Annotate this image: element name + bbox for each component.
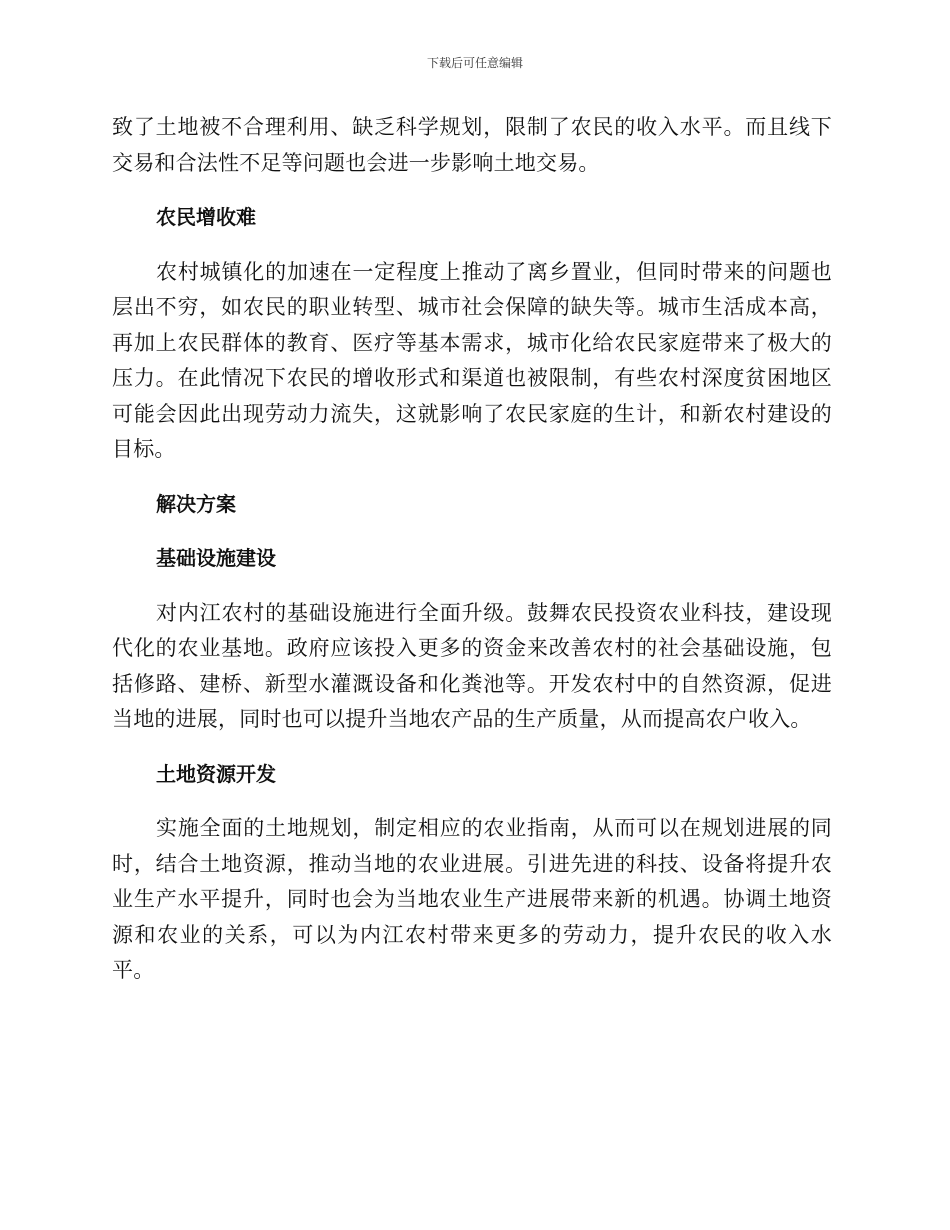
page-header: 下载后可任意编辑 — [426, 56, 523, 70]
heading-farmer-income: 农民增收难 — [156, 205, 256, 229]
paragraph-land-resources: 实施全面的土地规划，制定相应的农业指南，从而可以在规划进展的同时，结合土地资源，推动当地的农业进展。引进先进的科技、设备将提升农业生产水平提升，同时也会为当地农业生产进展带来新的机遇。协调土地资源和农业的关系，可以为内江农村带来更多的劳动力，提升农民的收入水平。 — [112, 816, 832, 982]
paragraph-farmer-income: 农村城镇化的加速在一定程度上推动了离乡置业，但同时带来的问题也层出不穷，如农民的职业转型、城市社会保障的缺失等。城市生活成本高，再加上农民群体的教育、医疗等基本需求，城市化给农民家庭带来了极大的压力。在此情况下农民的增收形式和渠道也被限制，有些农村深度贫困地区可能会因此出现劳动力流失，这就影响了农民家庭的生计，和新农村建设的目标。 — [112, 259, 832, 461]
heading-solutions: 解决方案 — [156, 491, 236, 516]
document-body — [112, 110, 832, 1008]
heading-land-resources: 土地资源开发 — [156, 761, 276, 786]
heading-infrastructure: 基础设施建设 — [156, 546, 276, 570]
paragraph-land-trade: 致了土地被不合理利用、缺乏科学规划，限制了农民的收入水平。而且线下交易和合法性不足等问题也会进一步影响土地交易。 — [112, 115, 832, 175]
paragraph-infrastructure: 对内江农村的基础设施进行全面升级。鼓舞农民投资农业科技，建设现代化的农业基地。政府应该投入更多的资金来改善农村的社会基础设施，包括修路、建桥、新型水灌溉设备和化粪池等。开发农村中的自然资源，促进当地的进展，同时也可以提升当地农产品的生产质量，从而提高农户收入。 — [112, 600, 832, 731]
